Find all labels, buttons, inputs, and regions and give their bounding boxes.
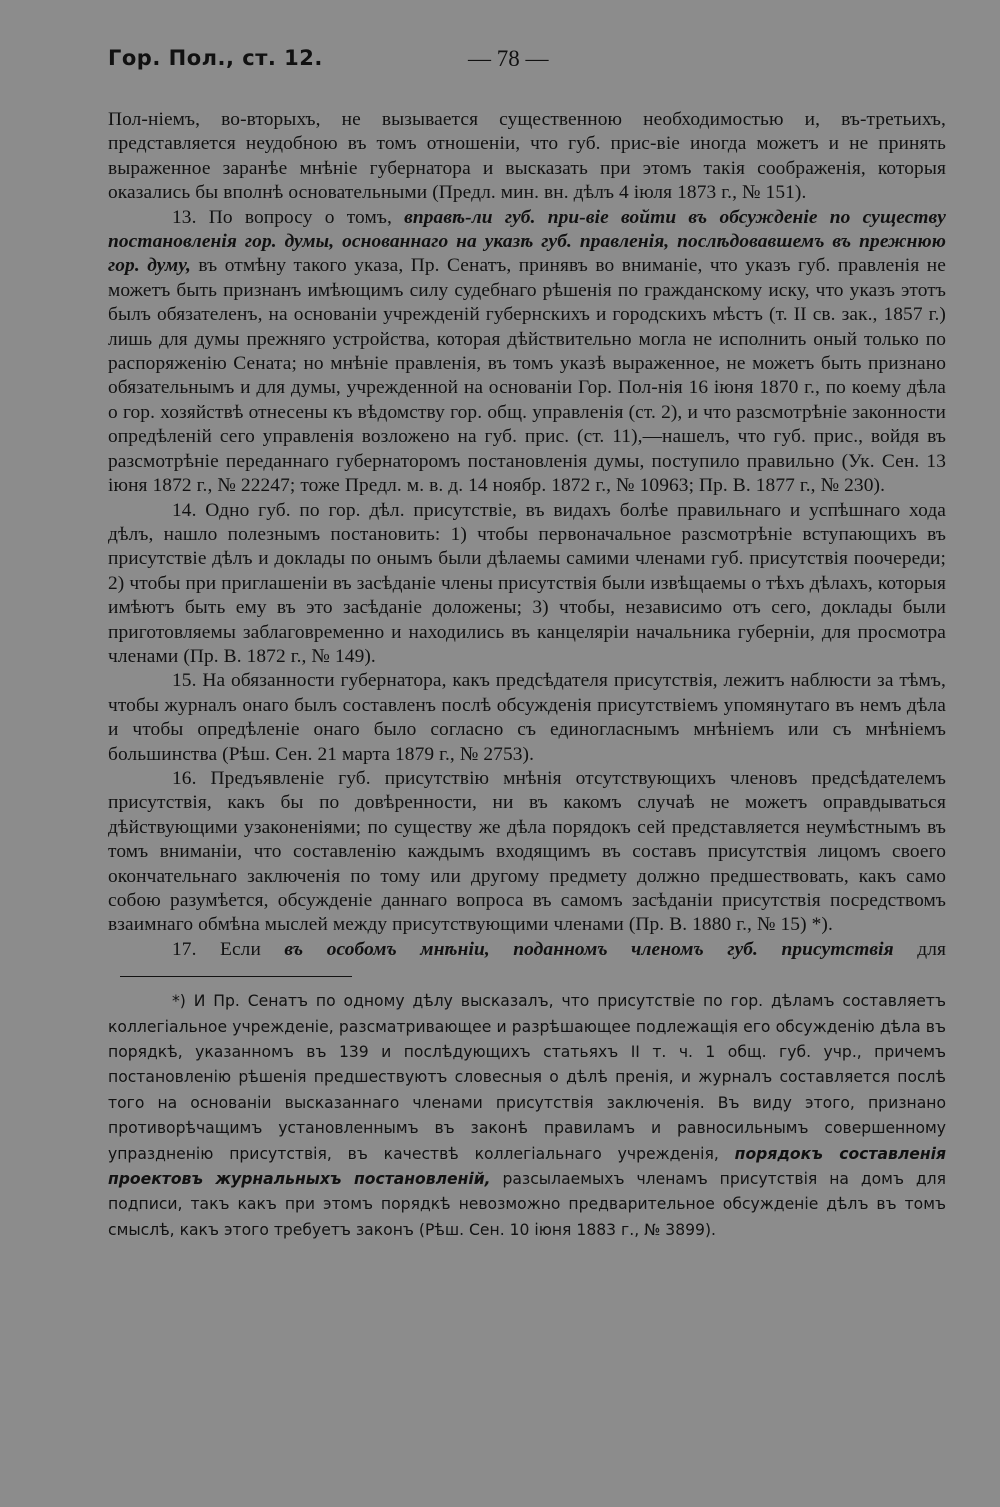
paragraph-15: 15. На обязанности губернатора, какъ предсѣдателя присутствія, лежитъ наблюсти за тѣмъ, чтобы журналъ онаго былъ составленъ послѣ обсужденія присутствіемъ упомянутаго въ немъ дѣла и чтобы опредѣленіе онаго было согласно съ единогласнымъ мнѣніемъ или съ мнѣніемъ большинства (Рѣш. Сен. 21 марта 1879 г., № 2753). (108, 670, 946, 765)
paragraph-17-rest: для (893, 938, 946, 960)
paragraph-17-lead: 17. Если (172, 938, 285, 960)
paragraph-13 (108, 206, 946, 499)
footnote-text (108, 989, 946, 1243)
paragraph-17-emphasis: въ особомъ мнѣніи, поданномъ членомъ губ. присутствія (284, 938, 894, 960)
footnote-lead: *) И Пр. Сенатъ по одному дѣлу высказалъ, что присутствіе по гор. дѣламъ составляетъ коллегіальное учрежденіе, разсматривающее и разрѣшающее подлежащія его обсужденію дѣла въ порядкѣ, указанномъ въ 139 и послѣдующихъ статьяхъ II т. ч. 1 общ. губ. учр., причемъ постановленію рѣшенія предшествуютъ словесныя о дѣлѣ пренія, и журналъ составляется послѣ того на основаніи высказаннаго членами присутствія заключенія. Въ виду этого, признано противорѣчащимъ установленнымъ въ законѣ правиламъ и равносильнымъ совершенному упраздненію присутствія, въ качествѣ коллегіальнаго учрежденія, (108, 992, 946, 1163)
page-header (108, 46, 946, 80)
footnote-divider (120, 976, 352, 977)
paragraph-14: 14. Одно губ. по гор. дѣл. присутствіе, въ видахъ болѣе правильнаго и успѣшнаго хода дѣлъ, нашло полезнымъ постановить: 1) чтобы первоначальное разсмотрѣніе вступающихъ въ присутствіе дѣлъ и доклады по онымъ были дѣлаемы самими членами губ. присутствія поочереди; 2) чтобы при приглашеніи въ засѣданіе члены присутствія были извѣщаемы о тѣхъ дѣлахъ, которыя имѣютъ быть ему въ это засѣданіе доложены; 3) чтобы, независимо отъ сего, доклады были приготовляемы заблаговременно и находились въ канцеляріи начальника губерніи, для просмотра членами (Пр. В. 1872 г., № 149). (108, 499, 946, 667)
footnote-emphasis: порядокъ составленія проектовъ журнальныхъ постановленій, (108, 1144, 946, 1189)
document-page (108, 46, 946, 1243)
paragraph-16: 16. Предъявленіе губ. присутствію мнѣнія отсутствующихъ членовъ предсѣдателемъ присутствія, какъ бы по довѣренности, ни въ какомъ случаѣ не можетъ оправдываться дѣйствующими узаконеніями; по существу же дѣла порядокъ сей представляется неумѣстнымъ въ томъ вниманіи, что составленію каждымъ входящимъ въ составъ присутствія лицомъ своего окончательнаго заключенія по тому или другому предмету должно предшествовать, какъ само собою разумѣется, обсужденіе даннаго вопроса въ самомъ засѣданіи присутствія посредствомъ взаимнаго обмѣна мыслей между присутствующими членами (Пр. В. 1880 г., № 15) *). (108, 767, 946, 936)
page-number: — 78 — (468, 46, 549, 71)
paragraph-13-lead: 13. По вопросу о томъ, (172, 206, 405, 228)
paragraph-13-rest: въ отмѣну такого указа, Пр. Сенатъ, принявъ во вниманіе, что указъ губ. правленія не можетъ быть признанъ имѣющимъ силу судебнаго рѣшенія по гражданскому иску, что указъ этотъ былъ обязателенъ, на основаніи учрежденій губернскихъ и городскихъ мѣстъ (т. II св. зак., 1857 г.) лишь для думы прежняго устройства, которая дѣйствительно могла не исполнить оный только по распоряженію Сената; но мнѣніе правленія, въ томъ указѣ выраженное, не можетъ быть признано обязательнымъ и для думы, учрежденной на основаніи Гор. Пол-нія 16 іюня 1870 г., по коему дѣла о гор. хозяйствѣ отнесены къ вѣдомству гор. общ. управленія (ст. 2), и что разсмотрѣніе законности опредѣленій сего управленія возложено на губ. прис. (ст. 11),—нашелъ, что губ. прис., войдя въ разсмотрѣніе переданнаго губернаторомъ постановленія думы, поступило правильно (Ук. Сен. 13 іюня 1872 г., № 22247; тоже Предл. м. в. д. 14 ноябр. 1872 г., № 10963; Пр. В. 1877 г., № 230). (108, 255, 946, 497)
paragraph-17 (108, 938, 946, 962)
paragraph-continuation: Пол-ніемъ, во-вторыхъ, не вызывается существенною необходимостью и, въ-третьихъ, представляется неудобною въ томъ отношеніи, что губ. прис-віе иногда можетъ и не принять выраженное заранѣе мнѣніе губернатора и высказать при этомъ такія соображенія, которыя оказались бы вполнѣ основательными (Предл. мин. вн. дѣлъ 4 іюля 1873 г., № 151). (108, 109, 946, 204)
main-text (108, 108, 946, 962)
footnote-rest: разсылаемыхъ членамъ присутствія на домъ для подписи, такъ какъ при этомъ порядкѣ невозможно предварительное обсужденіе дѣлъ въ томъ смыслѣ, какъ этого требуетъ законъ (Рѣш. Сен. 10 іюня 1883 г., № 3899). (108, 1170, 946, 1239)
running-head: Гор. Пол., ст. 12. (108, 46, 323, 70)
footnote (108, 989, 946, 1243)
paragraph-13-emphasis: вправѣ-ли губ. при-віе войти въ обсужденіе по существу постановленія гор. думы, основаннаго на указѣ губ. правленія, послѣдовавшемъ въ прежнюю гор. думу, (108, 206, 947, 277)
